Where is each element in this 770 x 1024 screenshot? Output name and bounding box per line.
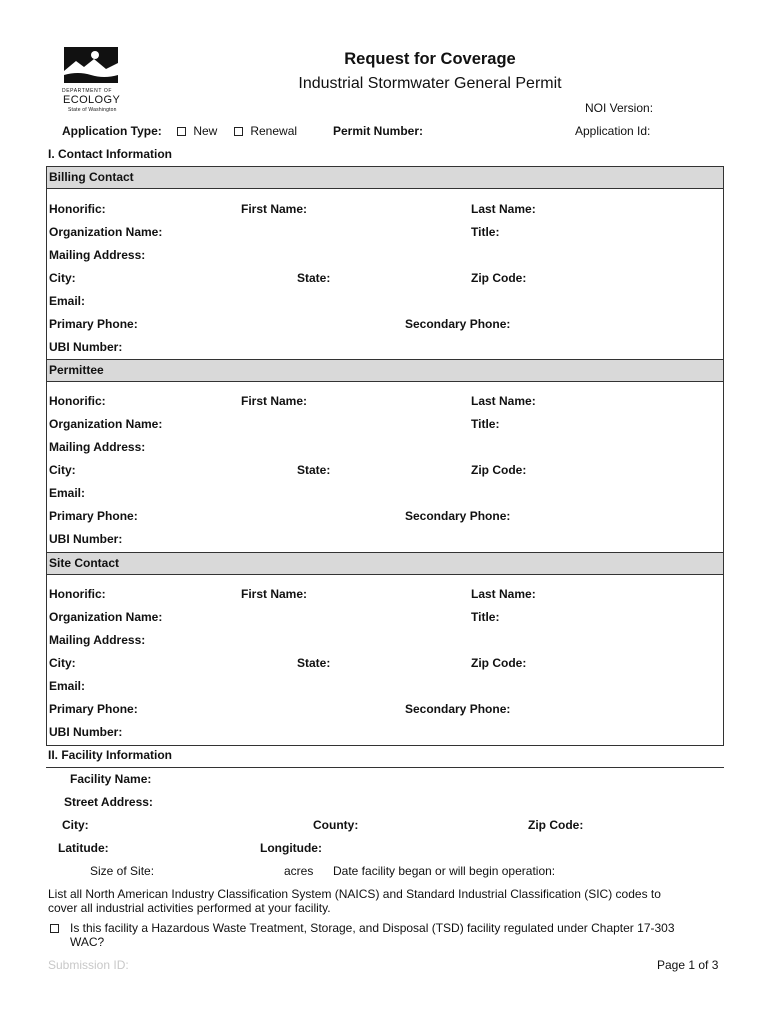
longitude-label: Longitude: (260, 841, 322, 855)
state-label: State: (297, 463, 331, 477)
county-label: County: (313, 818, 359, 832)
permittee-box (46, 359, 724, 553)
billing-contact-header (47, 167, 723, 189)
facility-zip-label: Zip Code: (528, 818, 584, 832)
tsd-question (70, 921, 730, 949)
site-contact-heading: Site Contact (49, 556, 120, 570)
ubi-number-label: UBI Number: (49, 725, 123, 739)
email-label: Email: (49, 679, 86, 693)
section-2-divider (46, 767, 724, 768)
size-of-site-label: Size of Site: (90, 864, 155, 878)
page-subtitle: Industrial Stormwater General Permit (298, 75, 562, 92)
logo-text-line3: State of Washington (68, 107, 117, 113)
page-number: Page 1 of 3 (657, 958, 719, 972)
renewal-option[interactable] (234, 124, 297, 138)
acres-label: acres (284, 864, 314, 878)
primary-phone-label: Primary Phone: (49, 509, 138, 523)
secondary-phone-label: Secondary Phone: (405, 702, 511, 716)
latitude-label: Latitude: (58, 841, 109, 855)
first-name-label: First Name: (241, 587, 308, 601)
honorific-label: Honorific: (49, 202, 106, 216)
facility-name-label: Facility Name: (70, 772, 152, 786)
noi-version-label: NOI Version: (585, 101, 654, 115)
title-label: Title: (471, 417, 500, 431)
billing-contact-box (46, 166, 724, 360)
logo-text-line2: ECOLOGY (63, 94, 121, 106)
renewal-label: Renewal (250, 124, 298, 138)
renewal-checkbox[interactable] (234, 127, 243, 136)
naics-instructions (48, 887, 728, 915)
new-checkbox[interactable] (177, 127, 186, 136)
state-label: State: (297, 656, 331, 670)
street-address-label: Street Address: (64, 795, 153, 809)
secondary-phone-label: Secondary Phone: (405, 317, 511, 331)
site-contact-box (46, 552, 724, 746)
billing-contact-heading: Billing Contact (49, 170, 134, 184)
state-label: State: (297, 271, 331, 285)
title-label: Title: (471, 225, 500, 239)
section-2-title: II. Facility Information (48, 748, 173, 762)
email-label: Email: (49, 294, 86, 308)
permit-number-label: Permit Number: (333, 124, 424, 138)
application-type-label: Application Type: (62, 124, 162, 138)
mailing-address-label: Mailing Address: (49, 248, 146, 262)
mailing-address-label: Mailing Address: (49, 440, 146, 454)
honorific-label: Honorific: (49, 587, 106, 601)
tsd-line-1: Is this facility a Hazardous Waste Treatment, Storage, and Disposal (TSD) facility regulated under Chapter 17-303 (70, 921, 675, 935)
zip-code-label: Zip Code: (471, 271, 527, 285)
zip-code-label: Zip Code: (471, 656, 527, 670)
first-name-label: First Name: (241, 394, 308, 408)
city-label: City: (49, 463, 76, 477)
first-name-label: First Name: (241, 202, 308, 216)
ubi-number-label: UBI Number: (49, 340, 123, 354)
permittee-header (47, 360, 723, 382)
naics-line-1: List all North American Industry Classification System (NAICS) and Standard Industrial Classification (SIC) codes to (48, 887, 661, 901)
page-title: Request for Coverage (344, 50, 516, 68)
secondary-phone-label: Secondary Phone: (405, 509, 511, 523)
mailing-address-label: Mailing Address: (49, 633, 146, 647)
organization-name-label: Organization Name: (49, 225, 163, 239)
city-label: City: (49, 271, 76, 285)
primary-phone-label: Primary Phone: (49, 317, 138, 331)
email-label: Email: (49, 486, 86, 500)
application-id-label: Application Id: (575, 124, 651, 138)
ubi-number-label: UBI Number: (49, 532, 123, 546)
tsd-checkbox[interactable] (50, 924, 59, 933)
organization-name-label: Organization Name: (49, 417, 163, 431)
section-1-title: I. Contact Information (48, 147, 172, 161)
logo-text-line1: DEPARTMENT OF (62, 88, 113, 94)
primary-phone-label: Primary Phone: (49, 702, 138, 716)
date-began-label: Date facility began or will begin operation: (333, 864, 556, 878)
honorific-label: Honorific: (49, 394, 106, 408)
submission-id-label: Submission ID: (48, 958, 129, 972)
zip-code-label: Zip Code: (471, 463, 527, 477)
city-label: City: (49, 656, 76, 670)
new-option[interactable] (177, 124, 217, 138)
title-label: Title: (471, 610, 500, 624)
last-name-label: Last Name: (471, 202, 536, 216)
permittee-heading: Permittee (49, 363, 104, 377)
tsd-checkbox-row[interactable] (50, 921, 59, 935)
naics-line-2: cover all industrial activities performed at your facility. (48, 901, 331, 915)
facility-city-label: City: (62, 818, 89, 832)
organization-name-label: Organization Name: (49, 610, 163, 624)
logo-sun (91, 51, 99, 59)
site-contact-header (47, 553, 723, 575)
last-name-label: Last Name: (471, 394, 536, 408)
last-name-label: Last Name: (471, 587, 536, 601)
tsd-line-2: WAC? (70, 935, 105, 949)
new-label: New (193, 124, 218, 138)
